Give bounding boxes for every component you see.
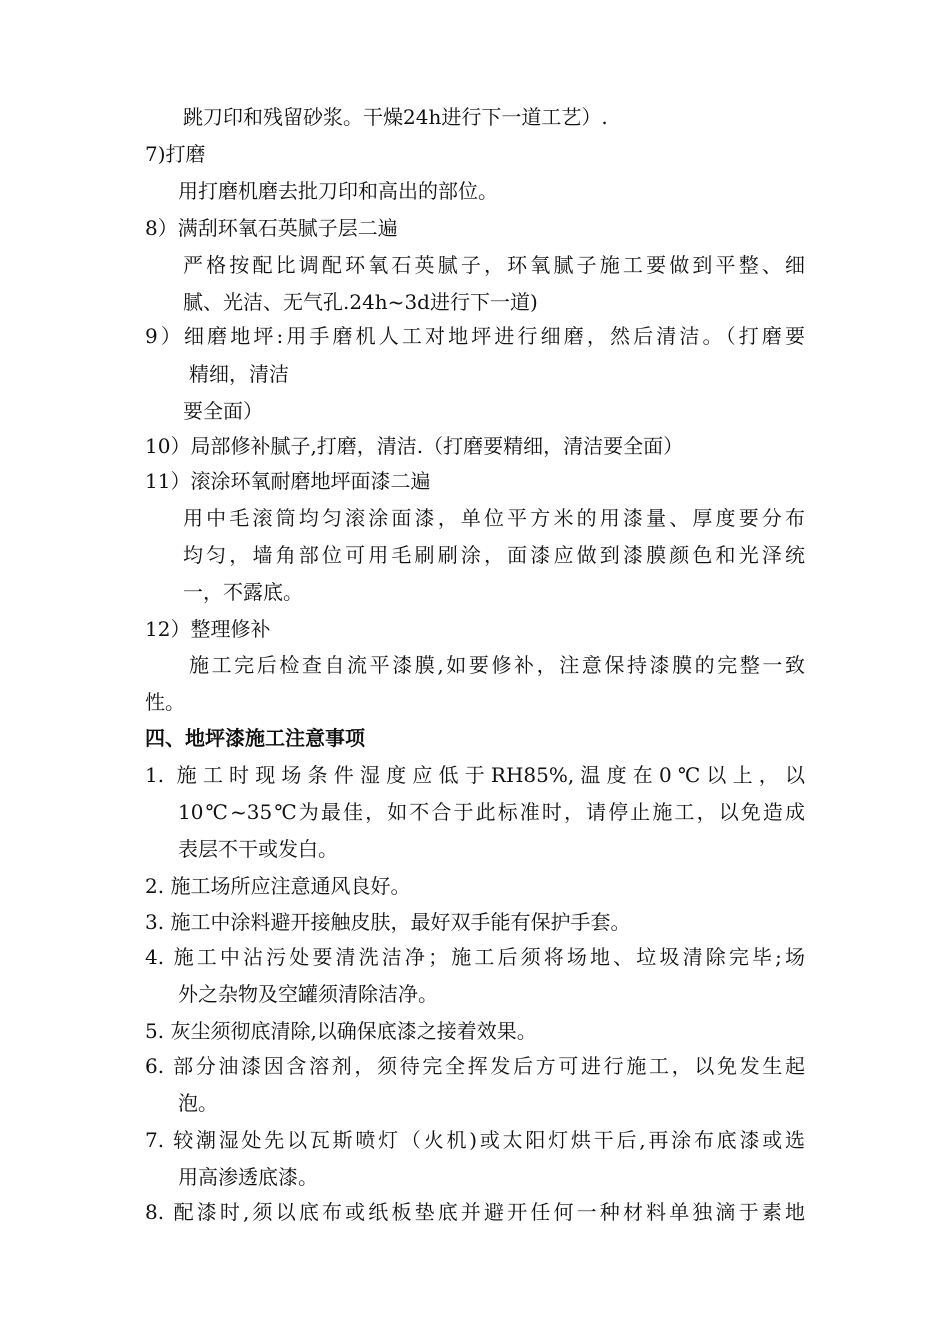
list-item: 4. 施工中沾污处要清洗洁净；施工后须将场地、垃圾清除完毕;场	[145, 945, 805, 969]
list-item: 5. 灰尘须彻底清除,以确保底漆之接着效果。	[145, 1019, 537, 1043]
list-item: 7. 较潮湿处先以瓦斯喷灯（火机)或太阳灯烘干后,再涂布底漆或选	[145, 1128, 805, 1152]
step-heading: 8）满刮环氧石英腻子层二遍	[145, 216, 398, 240]
list-item: 6. 部分油漆因含溶剂，须待完全挥发后方可进行施工，以免发生起	[145, 1054, 805, 1078]
text-line: 用中毛滚筒均匀滚涂面漆，单位平方米的用漆量、厚度要分布	[183, 506, 805, 530]
text-line: 表层不干或发白。	[178, 837, 338, 861]
list-item: 3. 施工中涂料避开接触皮肤，最好双手能有保护手套。	[145, 910, 631, 934]
step-heading: 7)打磨	[145, 142, 206, 166]
text-line: 要全面）	[183, 399, 263, 423]
text-line: 性。	[145, 690, 185, 714]
text-line: 施工完后检查自流平漆膜,如要修补，注意保持漆膜的完整一致	[189, 653, 805, 677]
text-line: 用打磨机磨去批刀印和高出的部位。	[178, 179, 498, 203]
text-line: 10℃~35℃为最佳，如不合于此标准时，请停止施工，以免造成	[178, 800, 805, 824]
section-heading: 四、地坪漆施工注意事项	[145, 726, 365, 750]
step-heading: 10）局部修补腻子,打磨，清洁.（打磨要精细，清洁要全面）	[145, 434, 684, 458]
step-heading: 9）细磨地坪:用手磨机人工对地坪进行细磨，然后清洁。（打磨要	[145, 324, 805, 348]
step-heading: 11）滚涂环氧耐磨地坪面漆二遍	[145, 469, 431, 493]
text-line: 严格按配比调配环氧石英腻子，环氧腻子施工要做到平整、细	[183, 253, 805, 277]
text-line: 用高渗透底漆。	[178, 1165, 318, 1189]
list-item: 2. 施工场所应注意通风良好。	[145, 874, 411, 898]
text-line: 腻、光洁、无气孔.24h~3d进行下一道)	[183, 290, 538, 314]
text-line: 跳刀印和残留砂浆。干燥24h进行下一道工艺）.	[183, 105, 608, 129]
text-line: 均匀，墙角部位可用毛刷刷涂，面漆应做到漆膜颜色和光泽统	[183, 543, 805, 567]
text-line: 一，不露底。	[183, 580, 303, 604]
list-item: 1. 施工时现场条件湿度应低于RH85%,温度在0℃以上，以	[145, 763, 805, 787]
text-line: 外之杂物及空罐须清除洁净。	[178, 982, 438, 1006]
text-line: 泡。	[178, 1091, 218, 1115]
list-item: 8. 配漆时,须以底布或纸板垫底并避开任何一种材料单独滴于素地	[145, 1200, 805, 1224]
step-heading: 12）整理修补	[145, 617, 271, 641]
text-line: 精细，清洁	[189, 362, 289, 386]
